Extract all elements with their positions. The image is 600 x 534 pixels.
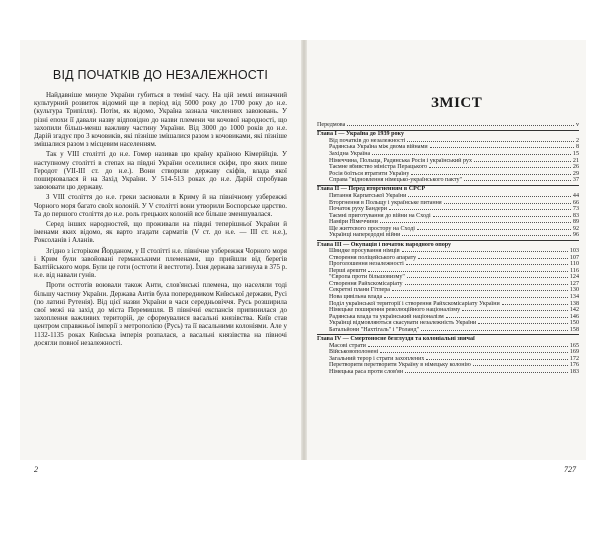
table-of-contents: [317, 122, 579, 375]
toc-entry-label: Вторгнення в Польщу і українське питання: [329, 199, 442, 206]
toc-entry-page: 183: [569, 368, 579, 375]
toc-leader-dots: [418, 258, 568, 259]
toc-leader-dots: [462, 310, 568, 311]
toc-leader-dots: [444, 203, 571, 204]
toc-entry-label: Перетворити перетворити Україну в німецьку колонію: [329, 362, 471, 369]
toc-entry-page: 66: [572, 199, 579, 206]
toc-leader-dots: [384, 297, 568, 298]
toc-entry-label: Глава I — Україна до 1939 року: [317, 131, 404, 138]
toc-entry-label: Швидке просування німців: [329, 248, 400, 255]
toc-entry-page: 44: [572, 193, 579, 200]
toc-chapter-heading: [317, 185, 579, 193]
toc-leader-dots: [405, 372, 568, 373]
toc-entry-label: Радянська Україна між двома війнами: [329, 144, 428, 151]
toc-leader-dots: [446, 317, 568, 318]
paragraph: Згідно з історіком Йорданом, у II столітті н.е. північне узбережжя Чорного моря і Крим були завойовані германськими племенами, що прийшли від берегів Балтійського моря. Були це готи (остготи й вестготи). Їхня держава загинула в 375 р. н.е. від навали гунів.: [34, 246, 287, 280]
toc-leader-dots: [372, 154, 571, 155]
toc-entry: [317, 177, 579, 184]
toc-entry-page: 150: [569, 320, 579, 327]
toc-leader-dots: [368, 346, 568, 347]
toc-entry-label: Росія боїться втратити Україну: [329, 170, 410, 177]
toc-entry-label: Нова цивільна влада: [329, 294, 383, 301]
toc-entry-page: 92: [572, 225, 579, 232]
toc-entry-label: Німецька раса проти слов'ян: [329, 368, 404, 375]
toc-entry-page: 158: [569, 326, 579, 333]
toc-leader-dots: [417, 229, 571, 230]
toc-entry-label: Створення поліцейського апарату: [329, 254, 417, 261]
toc-entry-label: "Європа проти більшовизму": [329, 274, 405, 281]
toc-entry-page: 107: [569, 254, 579, 261]
toc-entry-page: 138: [569, 300, 579, 307]
toc-entry-label: Українці відмовляються скасувати незалежність України: [329, 320, 477, 327]
toc-leader-dots: [474, 161, 571, 162]
toc-entry-label: Проголошення незалежності: [329, 261, 404, 268]
toc-leader-dots: [408, 196, 571, 197]
toc-leader-dots: [389, 209, 571, 210]
toc-leader-dots: [464, 180, 571, 181]
toc-leader-dots: [421, 330, 568, 331]
toc-entry-label: Загальний терор і страти захоплених: [329, 355, 425, 362]
toc-entry-label: Українці напередодні війни: [329, 232, 401, 239]
toc-chapter-heading: [317, 240, 579, 248]
toc-entry-label: Передмова: [317, 122, 346, 128]
toc-leader-dots: [426, 359, 567, 360]
toc-entry: [317, 232, 579, 239]
toc-leader-dots: [392, 290, 568, 291]
toc-leader-dots: [429, 167, 571, 168]
toc-entry-page: 29: [572, 170, 579, 177]
toc-leader-dots: [407, 277, 568, 278]
toc-leader-dots: [406, 264, 568, 265]
toc-entry-page: 172: [569, 355, 579, 362]
toc-chapter-heading: [317, 130, 579, 138]
paragraph: Проти остготів воювали також Анти, слов'янські племена, що населяли тоді більшу частину України. Держава Антів була попередником Київської держави, Русі (по латині Рутенія). Від цієї назви України в часи середньовіччя. Русь розширила свої межі на захід до міста Перемишля. В північні експансія припинилася до захоплення важливих територій, де сформувалися васальні князівства. Київ став центром справжньої імперії з метрополією (Русь) та її васальними колоніями. Але у 1132-1135 роках Київська імперія розпалася, а васальні князівства на півночі досягли повної незалежності.: [34, 281, 287, 347]
paragraph: З VIII століття до н.е. греки засновали в Криму й на північному узбережжі Чорного моря багато своїх колоній. У V столітті вони утворили Боспорське царство. Та до першого століття до н.е. роль грецьких колоній все більше зменшувалася.: [34, 193, 287, 218]
toc-entry-page: v: [575, 122, 579, 128]
toc-leader-dots: [405, 284, 568, 285]
toc-entry-label: Поділ української території і створення Райхскомісаріату України: [329, 300, 500, 307]
toc-entry-page: 127: [569, 280, 579, 287]
toc-entry-label: Глава III — Окупація і початок народного опору: [317, 241, 452, 248]
toc-entry-label: Німецьке поширення революційного націоналізму: [329, 307, 461, 314]
toc-entry-label: Глава IV — Смертоносне безглуздя та колоніальні звичаї: [317, 336, 475, 343]
toc-entry-label: Військовополонені: [329, 349, 379, 356]
toc-leader-dots: [402, 235, 571, 236]
toc-entry-page: 89: [572, 219, 579, 226]
toc-leader-dots: [407, 141, 574, 142]
toc-entry-page: 96: [572, 232, 579, 239]
toc-entry-page: 21: [572, 157, 579, 164]
toc-entry-page: 146: [569, 313, 579, 320]
toc-entry-page: 116: [570, 267, 579, 274]
toc-leader-dots: [380, 352, 568, 353]
toc-leader-dots: [430, 147, 574, 148]
right-page: [307, 40, 586, 474]
page-number-right: 727: [564, 465, 576, 474]
toc-entry-label: Батальйони "Нахтігаль" і "Роланд": [329, 326, 420, 333]
toc-leader-dots: [411, 174, 571, 175]
toc-entry-label: Німеччина, Польща, Радянська Росія і український рух: [329, 157, 473, 164]
toc-entry-label: Секретні плани Гітлера: [329, 287, 390, 294]
toc-entry-page: 130: [569, 287, 579, 294]
toc-leader-dots: [473, 365, 568, 366]
toc-entry-page: 83: [572, 212, 579, 219]
toc-entry-page: 142: [569, 307, 579, 314]
toc-entry-label: Західна Україна: [329, 150, 371, 157]
toc-leader-dots: [347, 125, 574, 126]
toc-entry-page: 169: [569, 349, 579, 356]
toc-entry-label: Наміри Німеччини: [329, 219, 378, 226]
toc-entry-page: 73: [572, 206, 579, 213]
toc-entry-page: 134: [569, 294, 579, 301]
toc-entry-page: 8: [575, 144, 579, 151]
toc-entry-label: Початок руху Бандери: [329, 206, 387, 213]
page-number-left: 2: [34, 465, 38, 474]
toc-entry-label: Масові страти: [329, 342, 366, 349]
toc-entry: [317, 327, 579, 334]
toc-entry-page: 165: [569, 342, 579, 349]
toc-entry-label: Перші арешти: [329, 267, 367, 274]
toc-entry-page: 110: [570, 261, 579, 268]
toc-entry-label: Таємне вбивство міністра Перацького: [329, 164, 428, 171]
toc-leader-dots: [502, 304, 568, 305]
paragraph: Серед інших народностей, що проживали на півдні теперішньої України й іменами яких відомо, як варто згадати сарматів (V ст. до н.е. — III ст. н.е.), Роксоланів і Аланів.: [34, 220, 287, 245]
toc-leader-dots: [433, 216, 571, 217]
toc-entry-page: 124: [569, 274, 579, 281]
toc-entry-label: Створення Райхскомісаріату: [329, 280, 403, 287]
toc-entry-page: 15: [572, 150, 579, 157]
toc-entry-label: Питання Карпатської України: [329, 193, 407, 200]
toc-entry-page: 37: [572, 177, 579, 184]
toc-entry-label: Таємні приготування до війни на Сході: [329, 212, 431, 219]
toc-entry-label: Глава II — Перед вторгненням в СРСР: [317, 186, 426, 193]
left-page: [20, 40, 301, 474]
toc-entry-label: Від початків до незалежності: [329, 137, 406, 144]
toc-leader-dots: [402, 251, 568, 252]
paragraph: Найдавніше минуле України губиться в темінї часу. На цій землі визначний культурний розвиток відомий ще в період від 5000 року до 1700 року до н.е. (культура Трипілля). Потім, як відомо, Україна зазнала численних завоювань. У різні епохи її давали назву відповідно до назви племени чи кочової народності, що захопили більш-менш важливу частину України. Від 3000 до 1000 років до н.е. Дарій згадує про 3 кочовиків, які пізніше змішалися разом з кочовиками, які пізніше змішалися разом з місцевим населенням.: [34, 91, 287, 149]
toc-entry: [317, 369, 579, 376]
toc-chapter-heading: [317, 334, 579, 342]
toc-entry-page: 103: [569, 248, 579, 255]
toc-entry-page: 2: [575, 137, 579, 144]
toc-entry-page: 176: [569, 362, 579, 369]
paragraph: Так у VIII столітті до н.е. Гомер називав цю країну країною Кімерійців. У наступному столітті в степах на півдні України оселилися скіфи, про яких пише Геродот (VII-III ст. до н.е.). Вони створили державу скіфів, влада якої поширювалася й на Захід України. У 514-513 роках до н.е. Дарій спробував завоювати цю державу.: [34, 150, 287, 192]
toc-entry-page: 26: [572, 164, 579, 171]
toc-entry: [317, 122, 579, 129]
chapter-title: ВІД ПОЧАТКІВ ДО НЕЗАЛЕЖНОСТІ: [52, 68, 269, 82]
toc-leader-dots: [380, 222, 571, 223]
toc-title: ЗМІСТ: [431, 95, 483, 111]
toc-leader-dots: [478, 323, 568, 324]
toc-entry-label: Радянська влада та український націоналізм: [329, 313, 444, 320]
toc-entry-label: Ще життєвого простору на Сході: [329, 225, 415, 232]
toc-leader-dots: [368, 271, 568, 272]
toc-entry-label: Справа "відновлення німецько-українського пакту": [329, 177, 463, 184]
